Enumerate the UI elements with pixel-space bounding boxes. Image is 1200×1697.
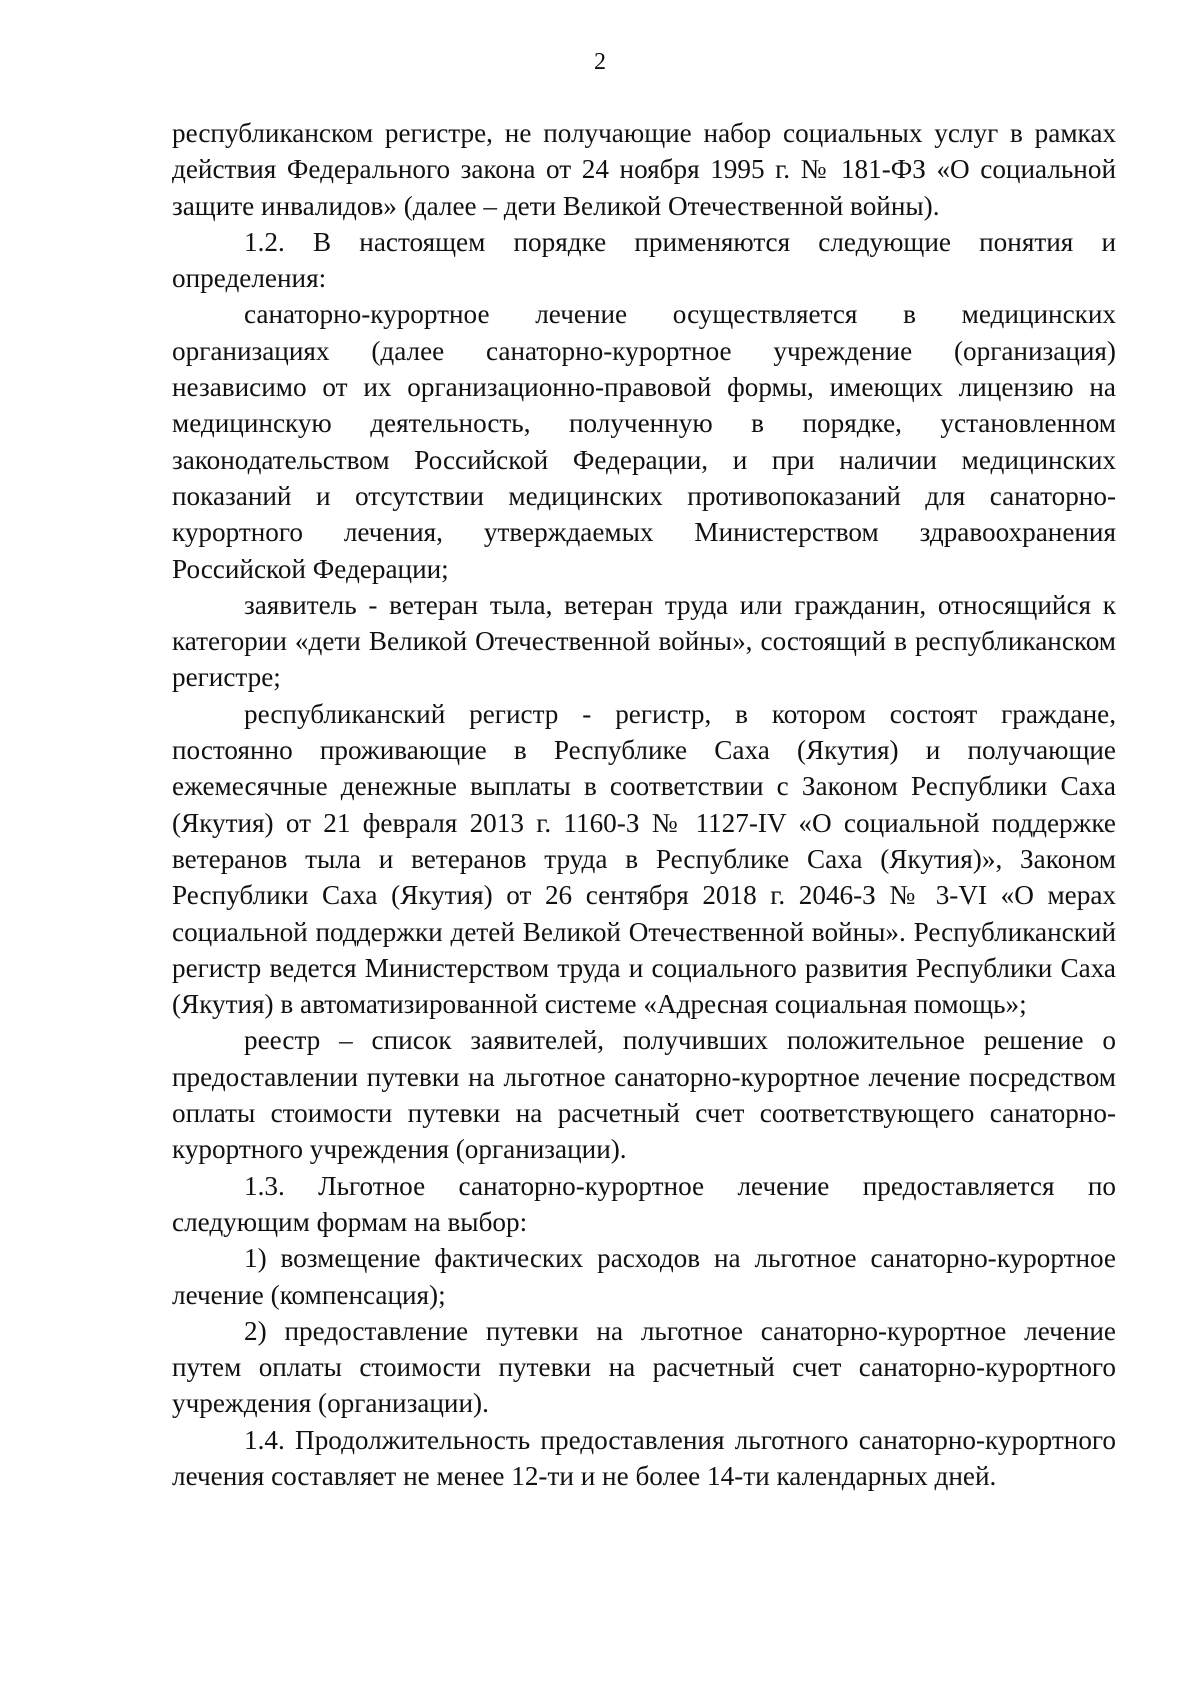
definition-sanatorium-treatment: санаторно-курортное лечение осуществляется в медицинских организациях (далее санаторно-курортное учреждение (организация) независимо от их организационно-правовой формы, имеющих лицензию на медицинскую деятельность, полученную в порядке, установленном законодательством Российской Федерации, и при наличии медицинских показаний и отсутствии медицинских противопоказаний для санаторно-курортного лечения, утверждаемых Министерством здравоохранения Российской Федерации; [172,299,1116,584]
list-item-1: 1) возмещение фактических расходов на льготное санаторно-курортное лечение (компенсация); [172,1243,1116,1310]
paragraph-continuation: республиканском регистре, не получающие набор социальных услуг в рамках действия Федерального закона от 24 ноября 1995 г. № 181-ФЗ «О социальной защите инвалидов» (далее – дети Великой Отечественной войны). [172,118,1116,221]
definition-applicant: заявитель - ветеран тыла, ветеран труда или гражданин, относящийся к категории «дети Великой Отечественной войны», состоящий в республиканском регистре; [172,589,1116,693]
paragraph-1-4: 1.4. Продолжительность предоставления льготного санаторно-курортного лечения составляет не менее 12-ти и не более 14-ти календарных дней. [172,1424,1116,1491]
paragraph-1-2: 1.2. В настоящем порядке применяются следующие понятия и определения: [172,226,1116,294]
definition-republican-register: республиканский регистр - регистр, в котором состоят граждане, постоянно проживающие в Республике Саха (Якутия) и получающие ежемесячные денежные выплаты в соответствии с Законом Республики Саха (Якутия) от 21 февраля 2013 г. 1160-З № 1127-IV «О социальной поддержке ветеранов тыла и ветеранов труда в Республике Саха (Якутия)», Законом Республики Саха (Якутия) от 26 сентября 2018 г. 2046-З № 3-VI «О мерах социальной поддержки детей Великой Отечественной войны». Республиканский регистр ведется Министерством труда и социального развития Республики Саха (Якутия) в автоматизированной системе «Адресная социальная помощь»; [172,698,1116,1020]
page-number: 2 [594,49,606,75]
definition-registry: реестр – список заявителей, получивших положительное решение о предоставлении путевки на льготное санаторно-курортное лечение посредством оплаты стоимости путевки на расчетный счет соответствующего санаторно-курортного учреждения (организации). [172,1025,1116,1165]
document-body [172,115,1116,1494]
list-item-2: 2) предоставление путевки на льготное санаторно-курортное лечение путем оплаты стоимости путевки на расчетный счет санаторно-курортного учреждения (организации). [172,1315,1116,1419]
paragraph-1-3: 1.3. Льготное санаторно-курортное лечение предоставляется по следующим формам на выбор: [172,1170,1116,1237]
